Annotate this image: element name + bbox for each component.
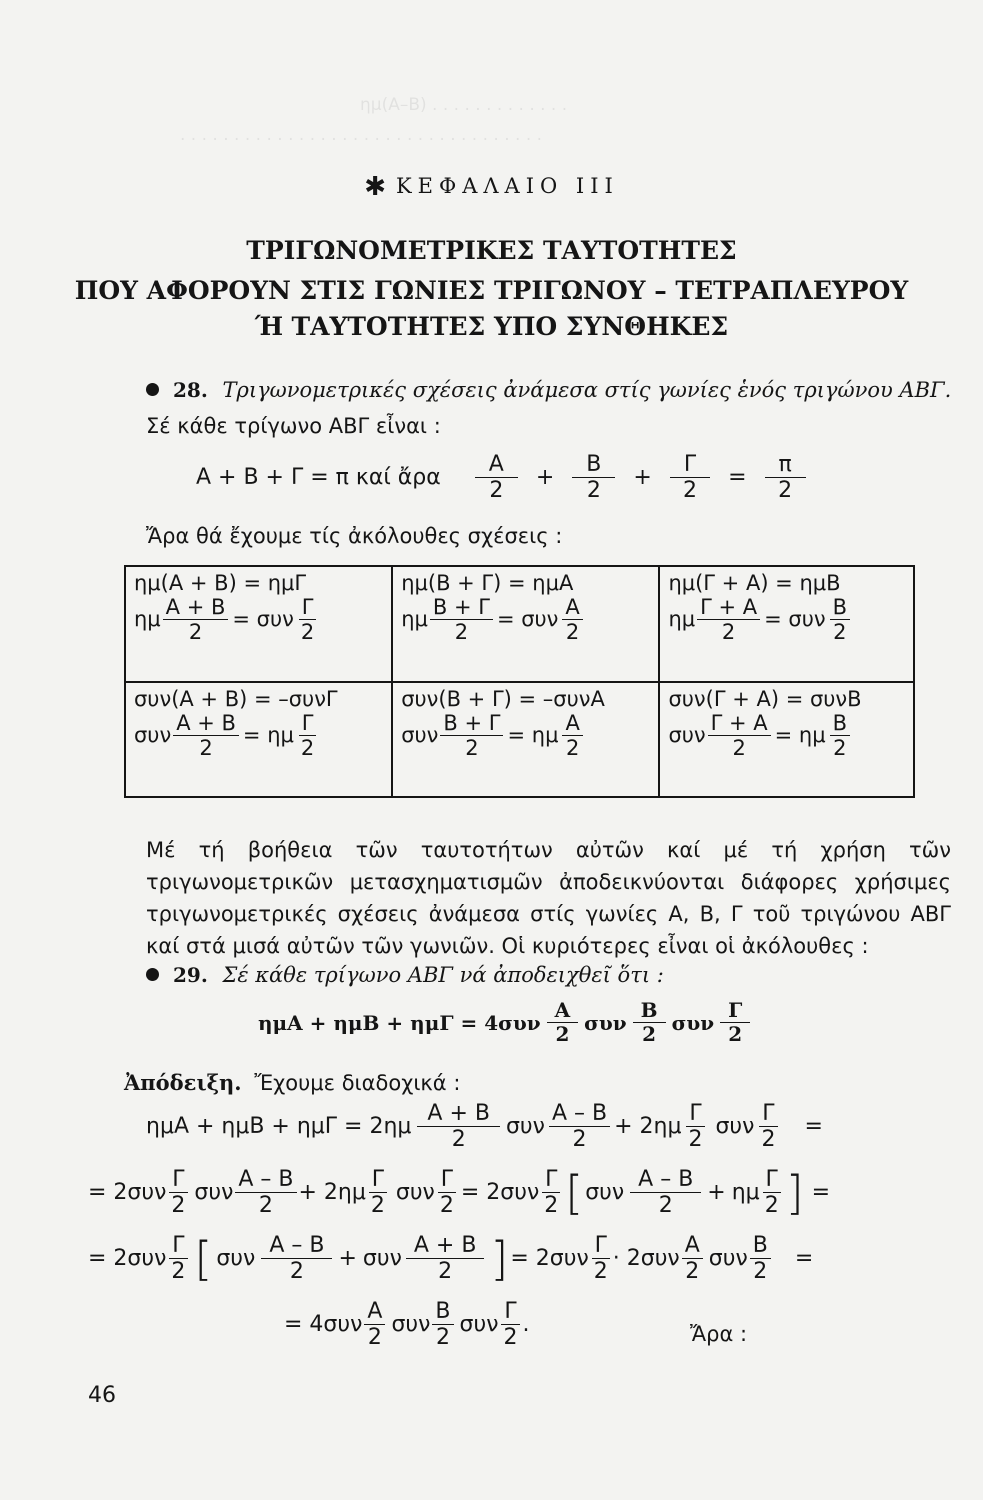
proof-line-1: ημΑ + ημΒ + ημΓ = 2ημ Α + Β 2 συν Α – Β 2 + 2ημ Γ 2 συν $\frac{\Gamma}{2}$ = [146,1101,823,1153]
follow-text: Ἄρα θά ἔχουμε τίς ἀκόλουθες σχέσεις : [146,524,563,548]
cell-identity: ημ(Β + Γ) = ημΑ [401,571,574,595]
proof-line-2: = 2συν Γ 2 συν Α – Β 2 + 2ημ Γ 2 συν $\frac{\Gamma}{2}$ = 2συν Γ 2 [ συν Α – Β 2 + ημ Γ 2 ] = [88,1165,831,1220]
title-line-1: ΤΡΙΓΩΝΟΜΕΤΡΙΚΕΣ ΤΑΥΤΟΤΗΤΕΣ [246,236,737,265]
section-title: Σέ κάθε τρίγωνο ΑΒΓ νά ἀποδειχθεῖ ὅτι : [222,963,664,987]
fraction: $\frac{\Gamma}{2}$ [670,453,710,502]
relations-table [124,565,915,798]
cell-identity: συν(Γ + Α) = συνΒ [668,686,862,711]
plus-sign: + [535,464,555,490]
proof-line-3: = 2συν Γ 2 [ συν Α – Β 2 + συν Α + Β 2 ] = 2συν Γ 2 · 2συν Α 2 συν $\frac{B}{2}$ = [88,1231,814,1286]
angle-sum-equation [196,453,808,502]
bleed-through-text: . . . . . . . . . . . . . . . . . . . . . . . . . . . . . . . . . . [180,125,543,145]
bullet-icon [146,383,159,396]
table-cell [659,566,914,682]
table-cell [392,682,659,798]
eq-left: Α + Β + Γ = π καί ἄρα [196,464,441,490]
bleed-through-text: ημ(Α–Β) . . . . . . . . . . . . . [360,95,568,115]
cell-half-identity: ημ $\frac{\Gamma + A}{2}$ = συν Β 2 [668,596,905,643]
bracket-close: ] [490,1231,509,1286]
cell-half-identity: ημ $\frac{A + B}{2}$ = συν Γ 2 [134,596,383,643]
section-number: 29. [173,963,208,987]
bullet-icon [146,968,159,981]
table-cell [659,682,914,798]
section-28-heading [146,378,951,402]
section-28-intro: Σέ κάθε τρίγωνο ΑΒΓ εἶναι : [146,414,441,438]
section-29-heading [146,963,664,987]
title-line-3: Ή ΤΑΥΤΟΤΗΤΕΣ ΥΠΟ ΣΥΝΘΗΚΕΣ [254,312,729,341]
page-number: 46 [88,1383,116,1408]
fraction: Α 2 [475,453,518,502]
table-row [125,566,914,682]
plus-sign: + [633,464,652,490]
proof-line-4: = 4συν Α 2 συν Β 2 συν Γ 2 . [284,1299,530,1351]
cell-identity: συν(Α + Β) = –συνΓ [134,686,338,711]
conclusion-text: Ἄρα : [690,1322,748,1346]
cell-half-identity: συν $\frac{B + \Gamma}{2}$ = ημ Α 2 [401,712,650,759]
chapter-heading [0,172,983,202]
explanation-paragraph: Μέ τή βοήθεια τῶν ταυτοτήτων αὐτῶν καί μέ τή χρήση τῶν τριγωνομετρικῶν μετασχηματισμῶν ἀποδεικνύονται διάφορες χρήσιμες τριγωνομετρικές σχέσεις ἀνάμεσα στίς γωνίες Α, Β, Γ τοῦ τριγώνου ΑΒΓ καί στά μισά αὐτῶν τῶν γωνιῶν. Οἱ κυριότερες εἶναι οἱ ἀκόλουθες : [146,838,951,958]
cell-half-identity: συν $\frac{\Gamma + A}{2}$ = ημ Β 2 [668,712,905,759]
chapter-label: ΚΕΦΑΛΑΙΟ III [395,174,619,198]
table-row [125,682,914,798]
star-icon: ✱ [364,172,386,202]
table-cell [125,566,392,682]
cell-half-identity: συν $\frac{A + B}{2}$ = ημ Γ 2 [134,712,383,759]
equals-sign: = [728,464,747,490]
bracket-open: [ [565,1165,584,1220]
bracket-open: [ [194,1231,213,1286]
table-cell [392,566,659,682]
section-number: 28. [173,378,208,402]
proof-intro-line [124,1070,460,1095]
cell-identity: ημ(Γ + Α) = ημΒ [668,571,841,595]
cell-identity: ημ(Α + Β) = ημΓ [134,571,307,595]
fraction: $\frac{\pi}{2}$ [765,453,806,502]
fraction: $\frac{B}{2}$ [572,453,615,502]
table-cell [125,682,392,798]
cell-half-identity: ημ $\frac{B + \Gamma}{2}$ = συν Α 2 [401,596,650,643]
bracket-close: ] [785,1165,804,1220]
proof-intro: Ἔχουμε διαδοχικά : [254,1071,461,1095]
cell-identity: συν(Β + Γ) = –συνΑ [401,686,605,711]
section-title: Τριγωνομετρικές σχέσεις ἀνάμεσα στίς γωνίες ἑνός τριγώνου ΑΒΓ. [222,378,952,402]
statement-equation: ημΑ + ημΒ + ημΓ = 4συν Α 2 συν Β 2 συν Γ 2 [258,1000,756,1045]
proof-label: Ἀπόδειξη. [124,1070,242,1095]
title-line-2: ΠΟΥ ΑΦΟΡΟΥΝ ΣΤΙΣ ΓΩΝΙΕΣ ΤΡΙΓΩΝΟΥ – ΤΕΤΡΑΠΛΕΥΡΟΥ [74,276,909,305]
